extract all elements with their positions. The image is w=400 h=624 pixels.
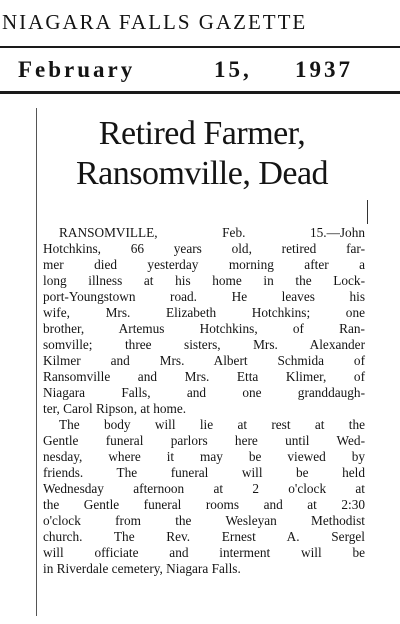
article-body-line: brother, Artemus Hotchkins, of Ran- bbox=[43, 321, 365, 336]
dateline bbox=[18, 52, 390, 88]
article-body-line: RANSOMVILLE, Feb. 15.—John bbox=[59, 225, 365, 240]
headline-line: Retired Farmer, bbox=[98, 115, 306, 152]
clipping-edge bbox=[367, 200, 368, 224]
article-body bbox=[43, 225, 365, 577]
masthead-rule bbox=[0, 46, 400, 48]
article-body-line: will officiate and interment will be bbox=[43, 545, 365, 560]
article-body-line: wife, Mrs. Elizabeth Hotchkins; one bbox=[43, 305, 365, 320]
article-body-line: o'clock from the Wesleyan Methodist bbox=[43, 513, 365, 528]
article-body-line: the Gentle funeral rooms and at 2:30 bbox=[43, 497, 365, 512]
date-year: 1937 bbox=[295, 57, 353, 82]
article-body-line: church. The Rev. Ernest A. Sergel bbox=[43, 529, 365, 544]
article-body-line: somville; three sisters, Mrs. Alexander bbox=[43, 337, 365, 352]
article-body-line: friends. The funeral will be held bbox=[43, 465, 365, 480]
article-body-line: ter, Carol Ripson, at home. bbox=[43, 401, 187, 416]
article-body-line: mer died yesterday morning after a bbox=[43, 257, 365, 272]
headline-line: Ransomville, Dead bbox=[75, 155, 329, 192]
date-month: February bbox=[18, 57, 136, 82]
article-body-line: Hotchkins, 66 years old, retired far- bbox=[43, 241, 365, 256]
newspaper-masthead: NIAGARA FALLS GAZETTE bbox=[2, 10, 308, 34]
article-body-line: port-Youngstown road. He leaves his bbox=[43, 289, 365, 304]
article-body-line: Gentle funeral parlors here until Wed- bbox=[43, 433, 365, 448]
article-body-line: in Riverdale cemetery, Niagara Falls. bbox=[43, 561, 241, 576]
dateline-rule bbox=[0, 91, 400, 94]
article-clipping bbox=[36, 108, 367, 616]
article-headline bbox=[37, 114, 367, 194]
article-body-line: nesday, where it may be viewed by bbox=[43, 449, 365, 464]
article-body-line: Wednesday afternoon at 2 o'clock at bbox=[43, 481, 365, 496]
article-body-line: The body will lie at rest at the bbox=[59, 417, 365, 432]
date-day: 15, bbox=[214, 57, 252, 82]
article-body-line: Kilmer and Mrs. Albert Schmida of bbox=[43, 353, 365, 368]
article-body-line: long illness at his home in the Lock- bbox=[43, 273, 365, 288]
article-body-line: Niagara Falls, and one granddaugh- bbox=[43, 385, 365, 400]
article-body-line: Ransomville and Mrs. Etta Klimer, of bbox=[43, 369, 365, 384]
